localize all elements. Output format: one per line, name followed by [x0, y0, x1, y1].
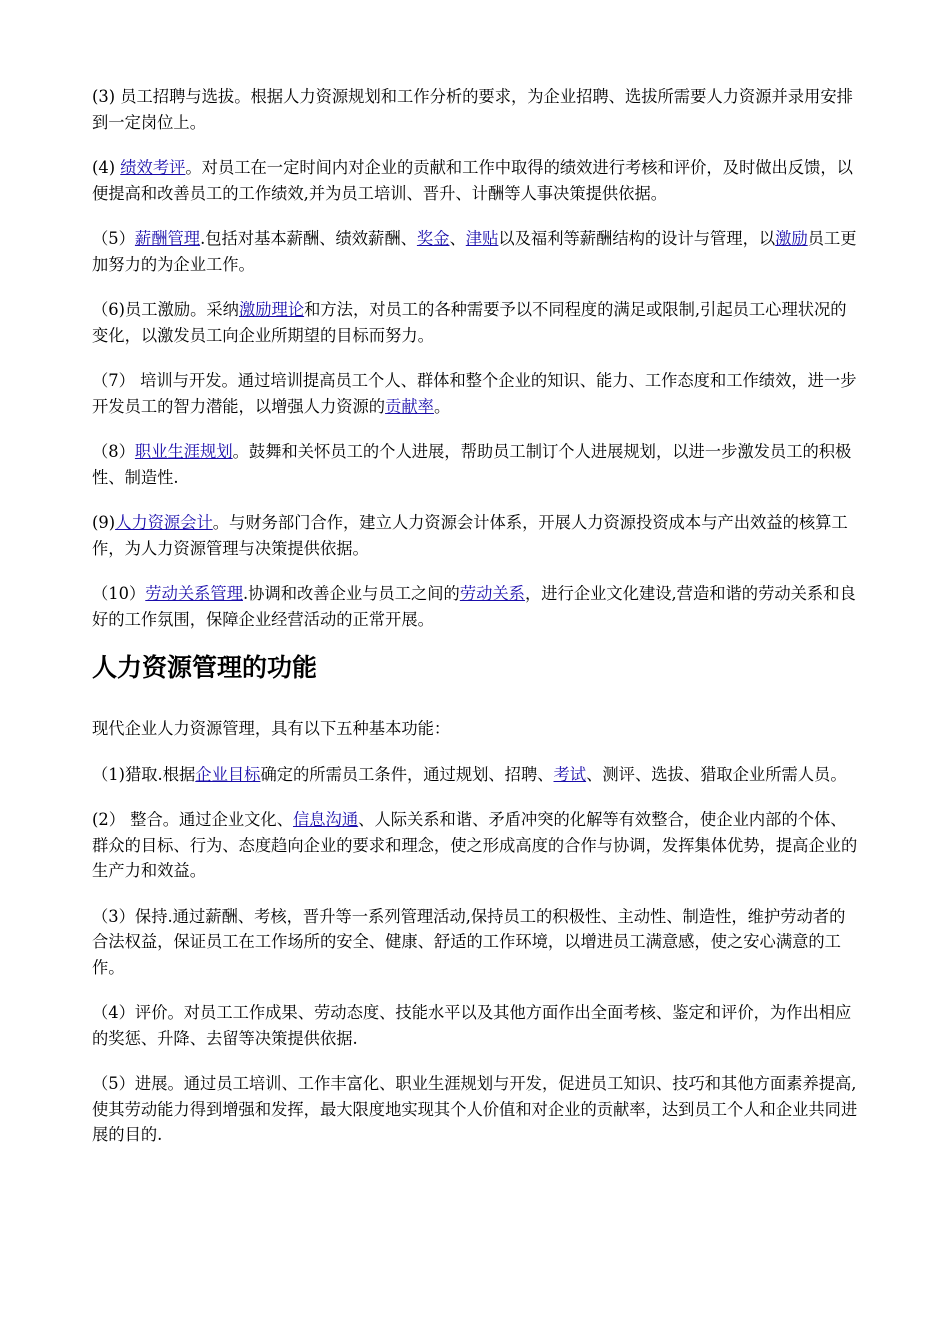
inline-link[interactable]: 贡献率 [385, 396, 434, 416]
paragraph-text: 和方法，对员工的各种需要予以不同程度的满足或限制,引起员工心理状况的变化，以激发员工向企业所期望的目标而努力。 [92, 300, 847, 345]
paragraph [92, 1071, 858, 1148]
paragraph [92, 439, 858, 490]
paragraph-text: 现代企业人力资源管理，具有以下五种基本功能： [92, 719, 451, 738]
paragraph-text: 员工更加努力的为企业工作。 [92, 229, 857, 274]
paragraph-text: （3）保持.通过薪酬、考核，晋升等一系列管理活动,保持员工的积极性、主动性、制造性，维护劳动者的合法权益，保证员工在工作场所的安全、健康、舒适的工作环境，以增进员工满意感，使之安心满意的工作。 [92, 906, 846, 977]
inline-link[interactable]: 激励理论 [238, 300, 305, 319]
paragraph-text: 、测评、选拔、猎取企业所需人员。 [586, 764, 847, 784]
paragraph [92, 716, 858, 742]
inline-link[interactable]: 考试 [553, 764, 587, 784]
paragraph-text: 。对员工在一定时间内对企业的贡献和工作中取得的绩效进行考核和评价，及时做出反馈，以便提高和改善员工的工作绩效,并为员工培训、晋升、计酬等人事决策提供依据。 [92, 158, 853, 203]
paragraph [92, 1000, 858, 1051]
paragraph [92, 368, 858, 419]
paragraph [92, 84, 858, 135]
paragraph [92, 226, 858, 277]
paragraph [92, 807, 858, 884]
paragraph-text: （6)员工激励。采纳 [92, 300, 239, 319]
paragraph [92, 297, 858, 348]
paragraph-text: 。 [433, 396, 451, 416]
paragraph-text: .包括对基本薪酬、绩效薪酬、 [200, 229, 417, 248]
section-heading: 人力资源管理的功能 [92, 653, 318, 682]
paragraph-text: 。与财务部门合作，建立人力资源会计体系，开展人力资源投资成本与产出效益的核算工作，为人力资源管理与决策提供依据。 [92, 513, 848, 558]
paragraph-text: (3) 员工招聘与选拔。根据人力资源规划和工作分析的要求，为企业招聘、选拔所需要人力资源并录用安排到一定岗位上。 [92, 87, 853, 132]
paragraph-text: (4) [92, 158, 121, 177]
paragraph [92, 904, 858, 981]
paragraph-text: （1)猎取.根据 [92, 764, 196, 784]
paragraph-text: 以及福利等薪酬结构的设计与管理，以 [498, 229, 776, 248]
paragraph-text: （5） [92, 229, 135, 248]
inline-link[interactable]: 人力资源会计 [115, 513, 213, 532]
inline-link[interactable]: 激励 [775, 229, 808, 248]
inline-link[interactable]: 信息沟通 [292, 810, 359, 829]
section-duties [92, 84, 858, 632]
paragraph-text: (9) [92, 513, 116, 532]
inline-link[interactable]: 劳动关系 [459, 584, 525, 603]
inline-link[interactable]: 职业生涯规划 [134, 442, 233, 461]
inline-link[interactable]: 津贴 [465, 229, 499, 248]
paragraph-text: .协调和改善企业与员工之间的 [242, 584, 460, 603]
inline-link[interactable]: 薪酬管理 [134, 229, 201, 248]
paragraph-text: 、 [449, 229, 466, 248]
inline-link[interactable]: 奖金 [416, 229, 450, 248]
paragraph-text: (2） 整合。通过企业文化、 [92, 810, 293, 829]
paragraph-text: （10） [92, 584, 146, 603]
inline-link[interactable]: 企业目标 [195, 764, 261, 784]
paragraph [92, 581, 858, 632]
paragraph-text: （5）进展。通过员工培训、工作丰富化、职业生涯规划与开发，促进员工知识、技巧和其他方面素养提高,使其劳动能力得到增强和发挥，最大限度地实现其个人价值和对企业的贡献率，达到员工个人和企业共同进展的目的. [92, 1074, 858, 1144]
paragraph [92, 762, 858, 788]
paragraph-text: ，进行企业文化建设,营造和谐的劳动关系和良好的工作氛围，保障企业经营活动的正常开展。 [92, 584, 856, 629]
paragraph-text: 。鼓舞和关怀员工的个人进展，帮助员工制订个人进展规划，以进一步激发员工的积极性、制造性. [92, 442, 852, 487]
paragraph [92, 510, 858, 561]
paragraph-text: 、人际关系和谐、矛盾冲突的化解等有效整合，使企业内部的个体、群众的目标、行为、态度趋向企业的要求和理念，使之形成高度的合作与协调，发挥集体优势，提高企业的生产力和效益。 [92, 810, 858, 880]
inline-link[interactable]: 绩效考评 [120, 158, 186, 177]
paragraph-text: 确定的所需员工条件，通过规划、招聘、 [260, 764, 554, 784]
inline-link[interactable]: 劳动关系管理 [145, 584, 243, 603]
section-functions [92, 716, 858, 1148]
paragraph-text: （8） [92, 442, 135, 461]
paragraph-text: （7） 培训与开发。通过培训提高员工个人、群体和整个企业的知识、能力、工作态度和工作绩效，进一步开发员工的智力潜能，以增强人力资源的 [92, 371, 857, 416]
paragraph-text: （4）评价。对员工工作成果、劳动态度、技能水平以及其他方面作出全面考核、鉴定和评价，为作出相应的奖惩、升降、去留等决策提供依据. [92, 1003, 852, 1048]
paragraph [92, 155, 858, 206]
